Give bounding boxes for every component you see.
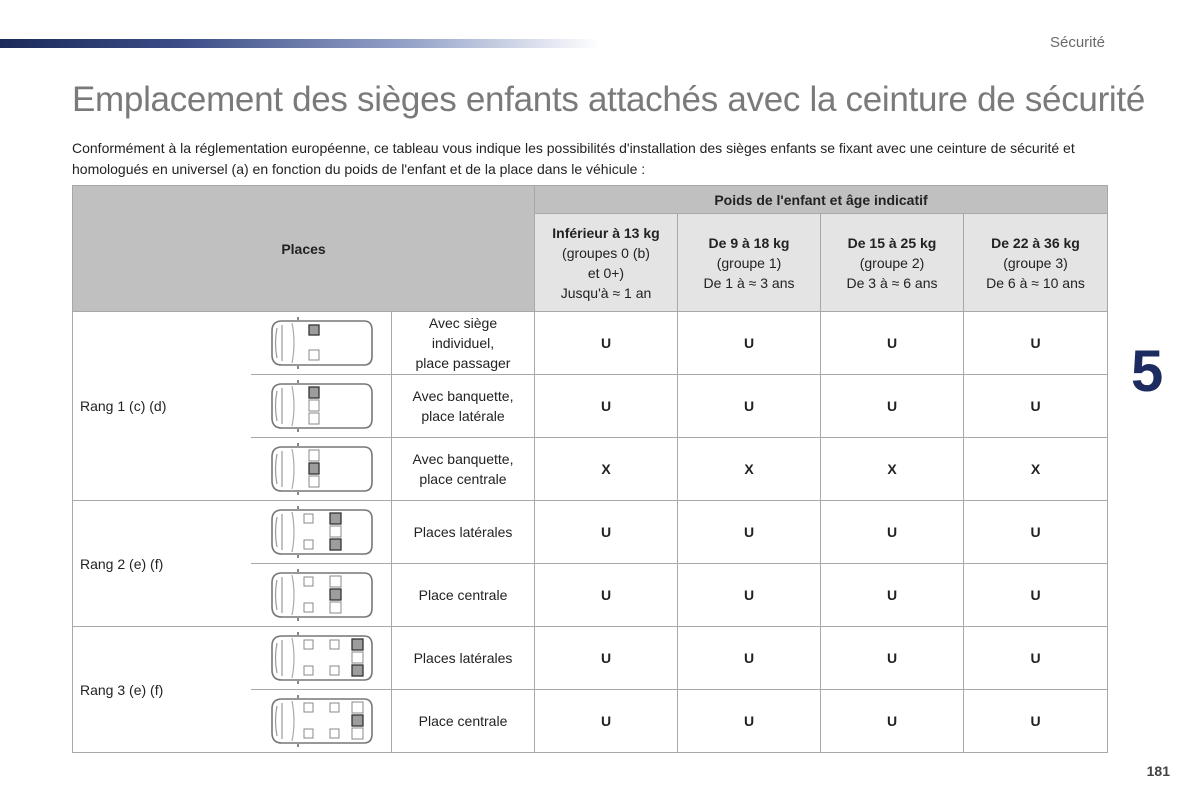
place-line: Avec banquette, xyxy=(412,451,514,467)
column-group: (groupes 0 (b) xyxy=(562,244,650,261)
cell-value: U xyxy=(821,501,964,564)
cell-value: U xyxy=(964,690,1108,753)
column-age: De 1 à ≈ 3 ans xyxy=(703,274,795,291)
column-header xyxy=(821,214,964,312)
van-row2-sides-icon xyxy=(251,501,392,564)
cell-value: U xyxy=(821,564,964,627)
column-age: Jusqu'à ≈ 1 an xyxy=(560,284,652,301)
column-age: De 3 à ≈ 6 ans xyxy=(846,274,938,291)
column-group: (groupe 3) xyxy=(1003,254,1068,271)
section-label: Sécurité xyxy=(1049,34,1105,51)
column-group: et 0+) xyxy=(587,264,625,281)
cell-value: U xyxy=(535,375,678,438)
table-row xyxy=(73,312,1108,375)
cell-value: X xyxy=(535,438,678,501)
column-group: (groupe 2) xyxy=(859,254,925,271)
cell-value: U xyxy=(964,312,1108,375)
header-accent-bar xyxy=(0,39,600,48)
cell-value: U xyxy=(821,312,964,375)
column-header xyxy=(964,214,1108,312)
cell-value: U xyxy=(964,501,1108,564)
cell-value: U xyxy=(535,501,678,564)
cell-value: X xyxy=(678,438,821,501)
column-group: (groupe 1) xyxy=(716,254,782,271)
child-seat-table xyxy=(72,185,1108,753)
cell-value: X xyxy=(821,438,964,501)
place-description: Place centrale xyxy=(392,564,535,627)
place-line: Avec banquette, xyxy=(412,388,514,404)
place-line: individuel, xyxy=(431,335,495,351)
chapter-tab-number: 5 xyxy=(1131,339,1164,404)
intro-paragraph: Conformément à la réglementation européenne, ce tableau vous indique les possibilités d'installation des sièges enfants se fixant avec une ceinture de sécurité et homologués en universel (a) en fonction du poids de l'enfant et de la place dans le véhicule : xyxy=(72,140,1075,177)
cell-value: U xyxy=(821,627,964,690)
column-title: Inférieur à 13 kg xyxy=(552,224,660,241)
van-bench-front-center-icon xyxy=(251,438,392,501)
rank-label: Rang 3 (e) (f) xyxy=(73,627,251,753)
cell-value: U xyxy=(535,312,678,375)
column-title: De 22 à 36 kg xyxy=(991,234,1080,251)
place-description: Places latérales xyxy=(392,627,535,690)
cell-value: U xyxy=(678,627,821,690)
page-title: Emplacement des sièges enfants attachés avec la ceinture de sécurité xyxy=(72,80,1145,119)
cell-value: U xyxy=(678,564,821,627)
cell-value: U xyxy=(821,690,964,753)
cell-value: U xyxy=(678,690,821,753)
table-row xyxy=(73,627,1108,690)
rank-label: Rang 1 (c) (d) xyxy=(73,312,251,501)
place-description: Places latérales xyxy=(392,501,535,564)
place-line: place centrale xyxy=(419,471,507,487)
cell-value: X xyxy=(964,438,1108,501)
cell-value: U xyxy=(964,627,1108,690)
places-header: Places xyxy=(73,186,535,312)
column-header xyxy=(678,214,821,312)
van-row3-center-icon xyxy=(251,690,392,753)
place-description xyxy=(392,438,535,501)
table-row xyxy=(73,501,1108,564)
cell-value: U xyxy=(821,375,964,438)
column-title: De 15 à 25 kg xyxy=(847,234,937,251)
cell-value: U xyxy=(678,501,821,564)
cell-value: U xyxy=(964,564,1108,627)
place-line: place passager xyxy=(415,355,511,371)
cell-value: U xyxy=(535,564,678,627)
place-description xyxy=(392,312,535,375)
column-header xyxy=(535,214,678,312)
place-description xyxy=(392,375,535,438)
van-seat-front-passenger-icon xyxy=(251,312,392,375)
cell-value: U xyxy=(535,627,678,690)
van-row2-center-icon xyxy=(251,564,392,627)
column-title: De 9 à 18 kg xyxy=(708,234,790,251)
van-bench-front-side-icon xyxy=(251,375,392,438)
place-line: place latérale xyxy=(421,408,505,424)
rank-label: Rang 2 (e) (f) xyxy=(73,501,251,627)
cell-value: U xyxy=(535,690,678,753)
page-number: 181 xyxy=(1146,763,1170,779)
cell-value: U xyxy=(678,375,821,438)
cell-value: U xyxy=(678,312,821,375)
column-age: De 6 à ≈ 10 ans xyxy=(986,274,1085,291)
place-line: Avec siège xyxy=(428,315,498,331)
weight-header: Poids de l'enfant et âge indicatif xyxy=(535,186,1108,214)
cell-value: U xyxy=(964,375,1108,438)
place-description: Place centrale xyxy=(392,690,535,753)
van-row3-sides-icon xyxy=(251,627,392,690)
